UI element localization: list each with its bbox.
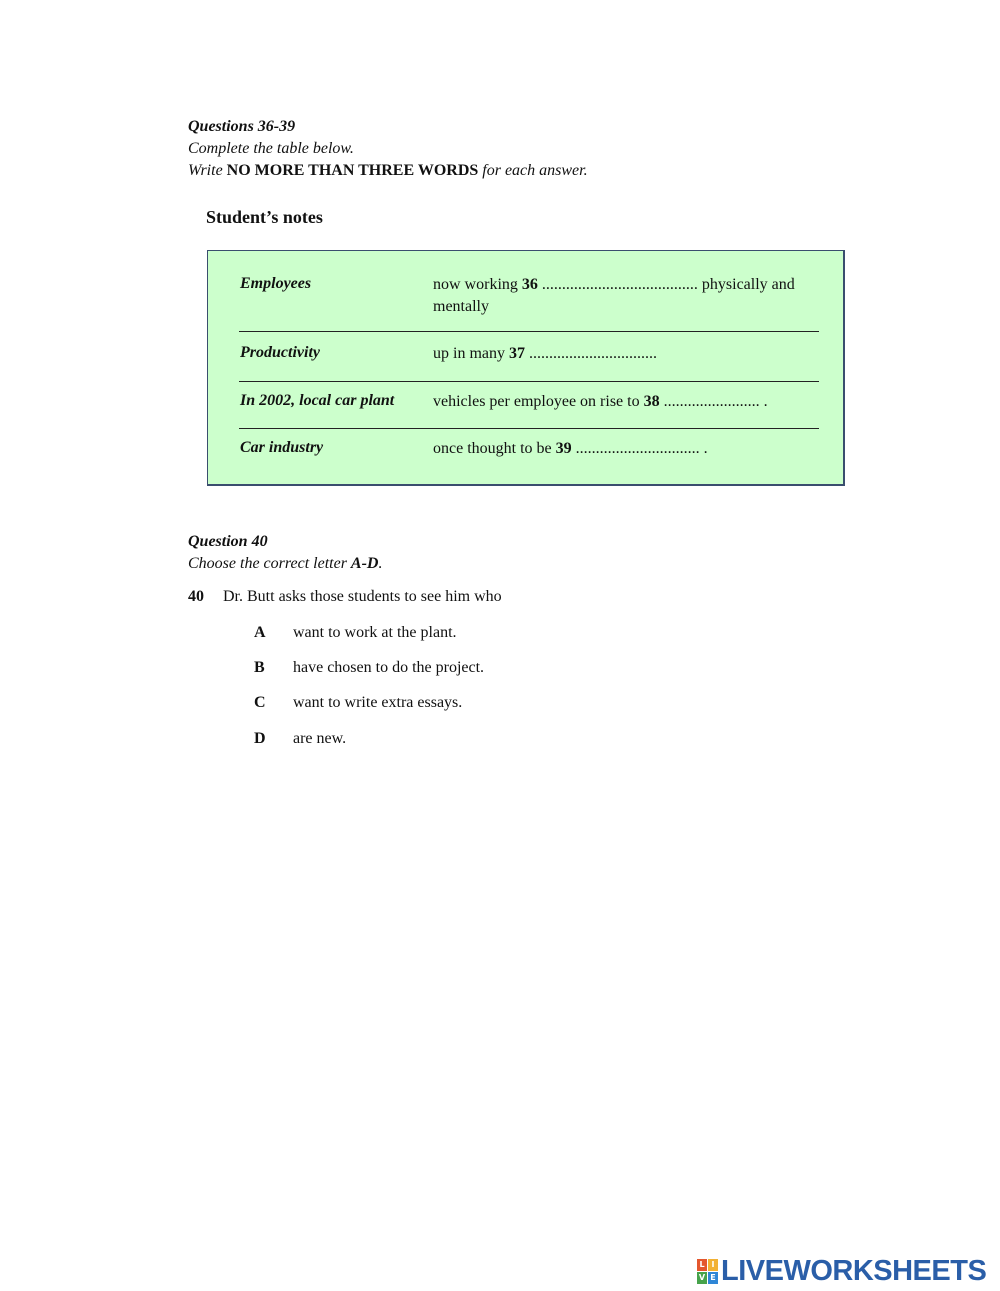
notes-table <box>207 250 845 486</box>
answer-blank-37[interactable]: ................................ <box>525 345 657 362</box>
row-text-pre: now working <box>433 276 522 293</box>
notes-row-label: Employees <box>240 275 312 292</box>
notes-row-label: Car industry <box>240 439 324 456</box>
option-text-b[interactable]: have chosen to do the project. <box>293 659 485 676</box>
option-text-c[interactable]: want to write extra essays. <box>293 694 463 711</box>
notes-row-label: Productivity <box>240 344 320 361</box>
question-number-39: 39 <box>555 440 572 457</box>
row-divider <box>239 428 819 429</box>
row-text-pre: vehicles per employee on rise to <box>433 393 644 410</box>
option-letter-a[interactable]: A <box>254 624 266 641</box>
question-text-40: Dr. Butt asks those students to see him who <box>223 588 502 605</box>
logo-block-i: I <box>708 1259 718 1271</box>
liveworksheets-logo[interactable] <box>697 1254 986 1288</box>
notes-row-text <box>433 343 823 365</box>
logo-live-blocks <box>697 1259 718 1284</box>
question-number-38: 38 <box>643 393 660 410</box>
row-text-pre: once thought to be <box>433 440 556 457</box>
answer-blank-39[interactable]: ............................... . <box>571 440 708 457</box>
choose-instruction <box>188 553 382 575</box>
option-letter-d[interactable]: D <box>254 730 266 747</box>
word-limit-bold: NO MORE THAN THREE WORDS <box>226 162 479 179</box>
question-number-40: 40 <box>188 588 204 605</box>
word-limit-prefix: Write <box>188 162 227 179</box>
notes-heading: Student’s notes <box>206 207 323 227</box>
word-limit-instruction <box>188 160 588 182</box>
choose-prefix: Choose the correct letter <box>188 555 351 572</box>
option-text-a[interactable]: want to work at the plant. <box>293 624 457 641</box>
option-letter-c[interactable]: C <box>254 694 266 711</box>
section-instruction: Complete the table below. <box>188 140 354 157</box>
question-number-37: 37 <box>509 345 525 362</box>
answer-blank-38[interactable]: ........................ . <box>659 393 768 410</box>
notes-row-text <box>433 438 823 460</box>
logo-block-l: L <box>697 1259 707 1271</box>
choose-letters: A-D <box>350 555 379 572</box>
notes-row-text <box>433 274 823 318</box>
section-title-36-39: Questions 36-39 <box>188 118 296 135</box>
notes-row-text <box>433 391 833 413</box>
option-text-d[interactable]: are new. <box>293 730 347 747</box>
choose-suffix: . <box>378 555 383 572</box>
row-text-pre: up in many <box>433 345 509 362</box>
logo-block-v: V <box>698 1272 706 1282</box>
logo-block-e: E <box>708 1272 718 1284</box>
answer-blank-36[interactable]: ....................................... physically and mentally <box>433 276 795 315</box>
option-letter-b[interactable]: B <box>254 659 265 676</box>
section-title-40: Question 40 <box>188 533 268 550</box>
logo-text: LIVEWORKSHEETS <box>721 1254 987 1287</box>
word-limit-suffix: for each answer. <box>478 162 588 179</box>
notes-row-label: In 2002, local car plant <box>240 392 395 409</box>
row-divider <box>239 331 819 332</box>
row-divider <box>239 381 819 382</box>
question-number-36: 36 <box>521 276 538 293</box>
